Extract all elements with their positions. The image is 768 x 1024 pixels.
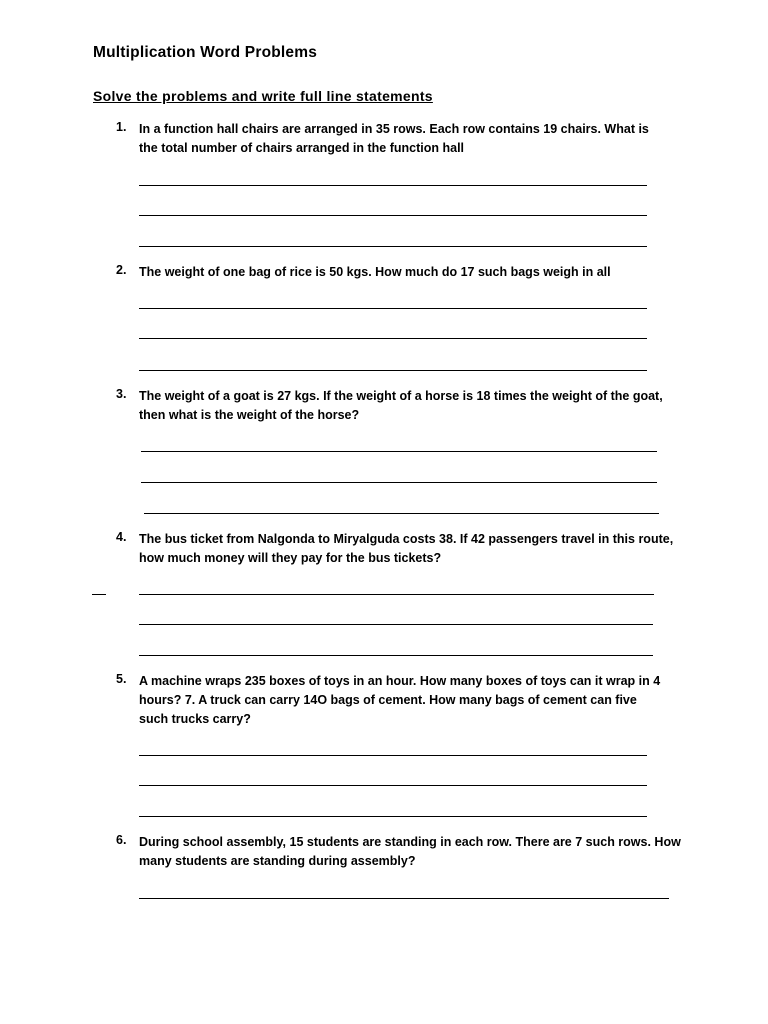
answer-line[interactable] xyxy=(139,594,654,595)
problem-2-number: 2. xyxy=(116,263,127,277)
problem-2-text: The weight of one bag of rice is 50 kgs. How much do 17 such bags weigh in all xyxy=(139,265,611,279)
problem-3-number: 3. xyxy=(116,387,127,401)
problem-4-number: 4. xyxy=(116,530,127,544)
problem-6-text: During school assembly, 15 students are standing in each row. There are 7 such rows. How many students are standing during assembly? xyxy=(139,835,681,868)
answer-line[interactable] xyxy=(139,185,647,186)
problem-3-text: The weight of a goat is 27 kgs. If the weight of a horse is 18 times the weight of the goat, then what is the weight of the horse? xyxy=(139,389,663,422)
answer-line[interactable] xyxy=(139,655,653,656)
answer-line[interactable] xyxy=(139,755,647,756)
answer-line[interactable] xyxy=(139,816,647,817)
problem-4-text: The bus ticket from Nalgonda to Miryalguda costs 38. If 42 passengers travel in this route, how much money will they pay for the bus tickets? xyxy=(139,532,674,565)
answer-line[interactable] xyxy=(141,451,657,452)
answer-line[interactable] xyxy=(139,215,647,216)
answer-line[interactable] xyxy=(139,898,669,899)
problem-5-number: 5. xyxy=(116,672,127,686)
answer-line[interactable] xyxy=(139,308,647,309)
page-title: Multiplication Word Problems xyxy=(93,44,318,61)
problem-5-text: A machine wraps 235 boxes of toys in an hour. How many boxes of toys can it wrap in 4 hours? 7. A truck can carry 14O bags of cement. How many bags of cement can five such trucks carry? xyxy=(139,674,661,726)
answer-line[interactable] xyxy=(139,370,647,371)
stray-mark xyxy=(92,594,106,595)
instructions-heading: Solve the problems and write full line statements xyxy=(93,88,433,104)
answer-line[interactable] xyxy=(139,338,647,339)
problem-6-number: 6. xyxy=(116,833,127,847)
answer-line[interactable] xyxy=(141,482,657,483)
answer-line[interactable] xyxy=(139,246,647,247)
answer-line[interactable] xyxy=(144,513,659,514)
problem-1-text: In a function hall chairs are arranged in 35 rows. Each row contains 19 chairs. What is the total number of chairs arranged in the function hall xyxy=(139,122,649,155)
problem-1-number: 1. xyxy=(116,120,127,134)
answer-line[interactable] xyxy=(139,624,653,625)
answer-line[interactable] xyxy=(139,785,647,786)
